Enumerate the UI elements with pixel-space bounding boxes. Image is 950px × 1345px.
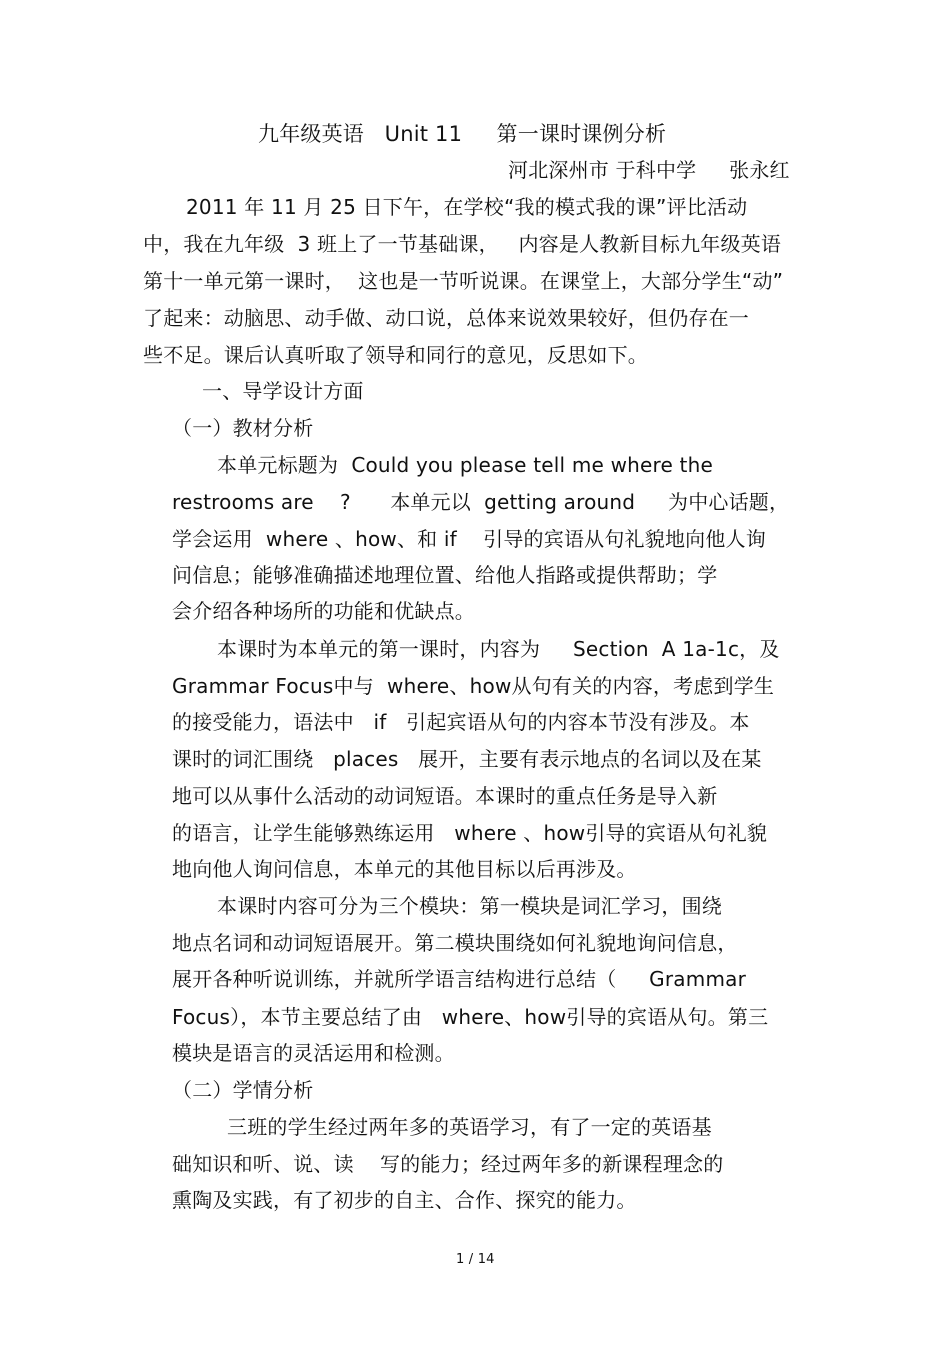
para3-line: 模块是语言的灵活运用和检测。 <box>172 1041 455 1065</box>
subsection-heading: （一）教材分析 <box>172 416 314 440</box>
para1-line: 会介绍各种场所的功能和优缺点。 <box>172 599 475 623</box>
para2-line: Grammar Focus中与 where、how从句有关的内容，考虑到学生 <box>172 674 775 698</box>
para1-line: restrooms are ? 本单元以 getting around 为中心话题， <box>172 490 790 514</box>
intro-line: 中，我在九年级 3 班上了一节基础课， 内容是人教新目标九年级英语 <box>143 232 782 256</box>
para3-line: Focus），本节主要总结了由 where、how引导的宾语从句。第三 <box>172 1005 769 1029</box>
intro-line: 第十一单元第一课时， 这也是一节听说课。在课堂上，大部分学生“动” <box>143 269 784 293</box>
para3-line: 展开各种听说训练，并就所学语言结构进行总结（ Grammar <box>172 967 747 991</box>
subsection-heading: （二）学情分析 <box>172 1078 314 1102</box>
document-author: 河北深州市 于科中学 张永红 <box>508 158 790 182</box>
para2-line: 的语言，让学生能够熟练运用 where 、how引导的宾语从句礼貌 <box>172 821 768 845</box>
para1-line: 问信息；能够准确描述地理位置、给他人指路或提供帮助；学 <box>172 563 718 587</box>
para4-line: 三班的学生经过两年多的英语学习，有了一定的英语基 <box>227 1115 712 1139</box>
page-number: 1 / 14 <box>456 1252 495 1267</box>
intro-line: 2011 年 11 月 25 日下午，在学校“我的模式我的课”评比活动 <box>186 195 748 219</box>
para2-line: 课时的词汇围绕 places 展开，主要有表示地点的名词以及在某 <box>172 747 762 771</box>
para2-line: 的接受能力，语法中 if 引起宾语从句的内容本节没有涉及。本 <box>172 710 750 734</box>
para3-line: 地点名词和动词短语展开。第二模块围绕如何礼貌地询问信息， <box>172 931 738 955</box>
section-heading: 一、导学设计方面 <box>202 379 364 403</box>
para2-line: 地向他人询问信息，本单元的其他目标以后再涉及。 <box>172 857 637 881</box>
para4-line: 熏陶及实践，有了初步的自主、合作、探究的能力。 <box>172 1188 637 1212</box>
para4-line: 础知识和听、说、读 写的能力；经过两年多的新课程理念的 <box>172 1152 724 1176</box>
para1-line: 学会运用 where 、how、和 if 引导的宾语从句礼貌地向他人询 <box>172 527 766 551</box>
para1-line: 本单元标题为 Could you please tell me where the <box>217 453 713 477</box>
para3-line: 本课时内容可分为三个模块：第一模块是词汇学习，围绕 <box>217 894 722 918</box>
intro-line: 些不足。课后认真听取了领导和同行的意见，反思如下。 <box>143 343 648 367</box>
document-title: 九年级英语 Unit 11 第一课时课例分析 <box>258 122 667 146</box>
para2-line: 本课时为本单元的第一课时，内容为 Section A 1a-1c，及 <box>217 637 780 661</box>
para2-line: 地可以从事什么活动的动词短语。本课时的重点任务是导入新 <box>172 784 718 808</box>
intro-line: 了起来：动脑思、动手做、动口说，总体来说效果较好，但仍存在一 <box>143 306 749 330</box>
